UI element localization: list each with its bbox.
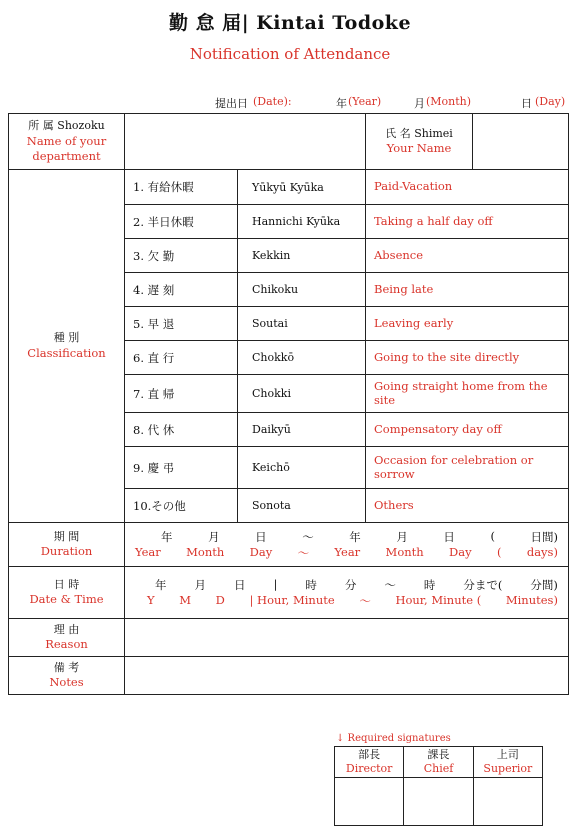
classification-item-number[interactable]: 8. 代 休 <box>125 413 238 447</box>
notes-input-cell[interactable] <box>125 657 569 695</box>
classification-item-english: Others <box>366 489 569 523</box>
datetime-part: ～ <box>359 593 371 608</box>
classification-item-english: Compensatory day off <box>366 413 569 447</box>
month-label-jp: 月 <box>414 97 425 110</box>
required-signatures-caption: ↓ Required signatures <box>336 733 451 744</box>
notes-label-cell <box>9 657 125 695</box>
datetime-part: 分まで( <box>463 577 503 592</box>
reason-row <box>9 619 569 657</box>
day-label-jp: 日 <box>521 97 532 110</box>
datetime-part: 時 <box>423 577 436 592</box>
datetime-label-jp: 日 時 <box>53 577 80 591</box>
reason-input-cell[interactable] <box>125 619 569 657</box>
signature-title-en: Superior <box>483 761 533 775</box>
duration-part: 月 <box>208 529 220 544</box>
datetime-part: 年 <box>155 577 167 592</box>
duration-part: 年 <box>349 529 361 544</box>
title-japanese: 勤 怠 届 <box>168 12 242 34</box>
day-label-en: (Day) <box>535 95 566 108</box>
department-label-en: Name of your department <box>26 133 107 163</box>
datetime-part: D <box>215 592 225 607</box>
datetime-part: | Hour, Minute <box>249 592 335 607</box>
signature-box-chief[interactable] <box>404 777 473 825</box>
datetime-part: 月 <box>194 577 206 592</box>
submit-date-label-en: (Date): <box>253 95 292 108</box>
title-romaji: Kintai Todoke <box>256 12 412 34</box>
department-label-jp: 所 属 Shozoku <box>28 119 105 133</box>
classification-item-number[interactable]: 7. 直 帰 <box>125 375 238 413</box>
duration-part: 月 <box>396 529 408 544</box>
duration-part: 日間) <box>530 529 558 544</box>
classification-item-romaji: Chokkō <box>238 341 366 375</box>
signature-header-chief <box>404 747 473 778</box>
datetime-label-cell <box>9 567 125 619</box>
classification-item-number[interactable]: 1. 有給休暇 <box>125 170 238 205</box>
document-title <box>0 8 580 35</box>
datetime-part: Hour, Minute ( <box>395 592 482 607</box>
signature-header-director <box>335 747 404 778</box>
datetime-row <box>9 567 569 619</box>
datetime-jp-line <box>125 577 568 593</box>
duration-part: Year <box>135 544 161 559</box>
classification-item-romaji: Soutai <box>238 307 366 341</box>
classification-item-english: Occasion for celebration or sorrow <box>366 447 569 489</box>
department-input-cell[interactable] <box>125 114 366 170</box>
datetime-en-line <box>125 593 568 609</box>
month-label-en: (Month) <box>426 95 472 108</box>
duration-part: 日 <box>255 529 267 544</box>
classification-item-romaji: Chikoku <box>238 273 366 307</box>
signature-title-jp: 課長 <box>427 748 450 761</box>
duration-part: Month <box>186 544 225 559</box>
duration-part: Day <box>249 544 273 559</box>
signature-title-en: Chief <box>423 761 454 775</box>
classification-item-english: Leaving early <box>366 307 569 341</box>
name-label-jp: 氏 名 Shimei <box>385 126 453 140</box>
classification-item-number[interactable]: 5. 早 退 <box>125 307 238 341</box>
signature-title-jp: 部長 <box>358 748 381 761</box>
classification-item-romaji: Yūkyū Kyūka <box>238 170 366 205</box>
classification-item-romaji: Kekkin <box>238 239 366 273</box>
year-label-en: (Year) <box>348 95 382 108</box>
submission-date-line <box>0 95 574 111</box>
signature-header-row <box>335 747 543 778</box>
reason-label-cell <box>9 619 125 657</box>
duration-label-jp: 期 間 <box>53 529 80 543</box>
name-label-cell <box>366 114 473 170</box>
duration-label-cell <box>9 523 125 567</box>
datetime-part: 時 <box>305 577 317 592</box>
signature-title-en: Director <box>345 761 393 775</box>
classification-item-romaji: Daikyū <box>238 413 366 447</box>
duration-part: ( <box>490 528 495 543</box>
duration-label-en: Duration <box>40 544 93 559</box>
department-name-row <box>9 114 569 170</box>
classification-item-english: Absence <box>366 239 569 273</box>
classification-item-romaji: Chokki <box>238 375 366 413</box>
submit-date-label-jp: 提出日 <box>215 97 248 110</box>
classification-item-number[interactable]: 9. 慶 弔 <box>125 447 238 489</box>
classification-label-en: Classification <box>27 345 106 360</box>
datetime-input-cell[interactable] <box>125 567 569 619</box>
classification-item-romaji: Sonota <box>238 489 366 523</box>
duration-input-cell[interactable] <box>125 523 569 567</box>
duration-part: Month <box>385 544 424 559</box>
datetime-part: 分間) <box>530 577 558 592</box>
duration-part: ～ <box>302 529 314 544</box>
datetime-part: Y <box>147 592 155 607</box>
classification-row <box>9 170 569 205</box>
name-input-cell[interactable] <box>473 114 569 170</box>
duration-part: ～ <box>297 545 310 560</box>
year-label-jp: 年 <box>336 97 347 110</box>
signature-header-superior <box>473 747 542 778</box>
signature-box-row <box>335 777 543 825</box>
duration-part: 年 <box>161 529 173 544</box>
name-label-en: Your Name <box>386 141 452 156</box>
classification-item-number[interactable]: 2. 半日休暇 <box>125 205 238 239</box>
duration-part: 日 <box>443 529 455 544</box>
title-separator: | <box>241 12 250 34</box>
signature-title-jp: 上司 <box>496 748 519 761</box>
attendance-form-table <box>8 113 569 695</box>
duration-en-line <box>125 545 568 561</box>
duration-jp-line <box>125 529 568 545</box>
datetime-part: | <box>273 576 278 591</box>
duration-row <box>9 523 569 567</box>
classification-label-jp: 種 別 <box>53 331 80 345</box>
datetime-label-en: Date & Time <box>29 592 104 607</box>
signature-table <box>334 746 543 826</box>
signature-box-superior[interactable] <box>473 777 542 825</box>
classification-item-romaji: Hannichi Kyūka <box>238 205 366 239</box>
document-subtitle: Notification of Attendance <box>189 45 391 63</box>
notes-row <box>9 657 569 695</box>
duration-part: days) <box>526 544 558 559</box>
classification-item-english: Being late <box>366 273 569 307</box>
classification-label-cell <box>9 170 125 523</box>
classification-item-romaji: Keichō <box>238 447 366 489</box>
duration-part: Year <box>334 544 361 559</box>
datetime-part: 分 <box>344 577 357 592</box>
department-label-cell <box>9 114 125 170</box>
reason-label-jp: 理 由 <box>53 622 80 636</box>
classification-item-english: Taking a half day off <box>366 205 569 239</box>
duration-part: ( <box>496 544 502 559</box>
classification-item-number[interactable]: 4. 遅 刻 <box>125 273 238 307</box>
signature-box-director[interactable] <box>335 777 404 825</box>
classification-item-english: Going to the site directly <box>366 341 569 375</box>
datetime-part: 日 <box>234 577 246 592</box>
datetime-part: ～ <box>384 577 396 592</box>
datetime-part: M <box>179 592 192 607</box>
duration-part: Day <box>449 544 472 559</box>
classification-item-english: Going straight home from the site <box>366 375 569 413</box>
classification-item-number[interactable]: 6. 直 行 <box>125 341 238 375</box>
reason-label-en: Reason <box>45 637 88 652</box>
notes-label-en: Notes <box>49 675 84 690</box>
classification-item-number[interactable]: 3. 欠 勤 <box>125 239 238 273</box>
classification-item-english: Paid-Vacation <box>366 170 569 205</box>
classification-item-number[interactable]: 10.その他 <box>125 489 238 523</box>
datetime-part: Minutes) <box>505 592 558 607</box>
notes-label-jp: 備 考 <box>53 660 80 674</box>
